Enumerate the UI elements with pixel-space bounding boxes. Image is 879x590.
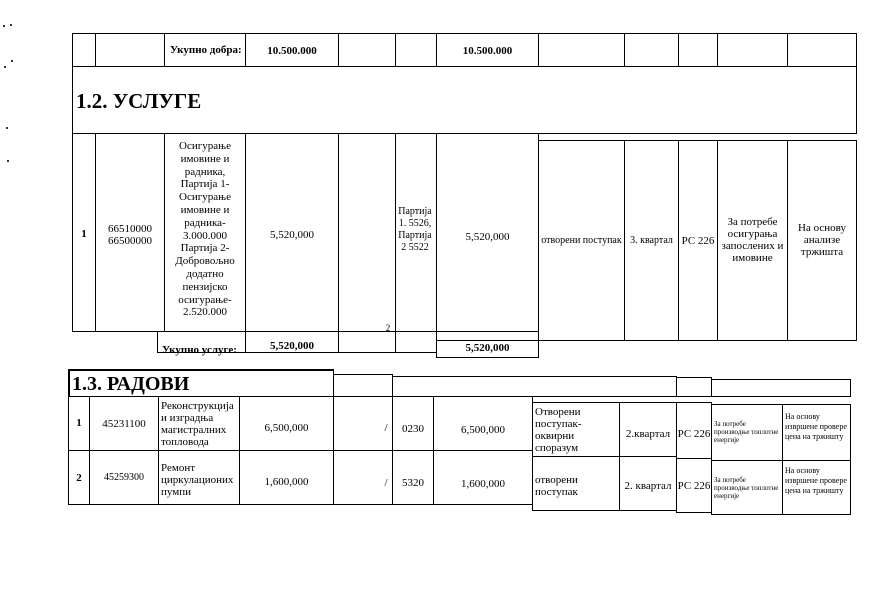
service-description: Осигурање имовине и радника, Партија 1- Осигурање имовине и радника- 3.000.000 Партија 2- Добровољно додатно пензијско осигурање- 2.520.000 bbox=[175, 140, 235, 319]
works-row-1-purpose: За потребе производње топлотне енергије bbox=[714, 420, 779, 444]
scan-speck bbox=[3, 25, 5, 27]
works-row-1-mark: / bbox=[384, 422, 388, 434]
scan-speck bbox=[7, 160, 9, 162]
works-row-1-value: 6,500,000 bbox=[264, 422, 309, 434]
works-row-2-account: 5320 bbox=[402, 477, 424, 489]
works-row-2-rs: РС 226 bbox=[677, 480, 711, 492]
goods-total-label: Укупно добра: bbox=[170, 44, 242, 56]
services-total-value-2: 5,520,000 bbox=[465, 342, 510, 354]
works-row-2-mark: / bbox=[384, 477, 388, 489]
service-procedure: отворени поступак bbox=[541, 235, 622, 246]
scan-speck bbox=[10, 24, 12, 26]
works-row-1-quarter: 2.квартал bbox=[625, 428, 671, 440]
scan-speck bbox=[11, 60, 13, 62]
works-row-2-description: Ремонт циркулационих пумпи bbox=[161, 462, 234, 498]
works-row-1-rs: РС 226 bbox=[677, 428, 711, 440]
works-row-1-procedure: Отворени поступак- оквирни споразум bbox=[535, 406, 582, 454]
scan-speck bbox=[4, 66, 6, 68]
goods-total-value-2: 10.500.000 bbox=[462, 45, 513, 57]
service-rs: РС 226 bbox=[681, 235, 715, 247]
service-cpv-code: 66510000 bbox=[108, 223, 152, 235]
service-purpose: За потребе осигурања запослених и имовине bbox=[721, 216, 784, 264]
works-row-2-quarter: 2. квартал bbox=[624, 480, 672, 492]
works-row-1-value-2: 6,500,000 bbox=[461, 424, 505, 436]
works-row-1-number: 1 bbox=[76, 417, 82, 429]
service-basis: На основу анализе тржишта bbox=[798, 222, 846, 258]
service-row-number: 1 bbox=[81, 228, 87, 240]
works-row-2-procedure: отворени поступак bbox=[535, 474, 578, 498]
scan-speck bbox=[6, 127, 8, 129]
works-row-2-value: 1,600,000 bbox=[264, 476, 309, 488]
goods-total-value: 10.500.000 bbox=[267, 45, 317, 57]
service-value: 5,520,000 bbox=[270, 229, 314, 241]
services-total-value: 5,520,000 bbox=[270, 340, 314, 352]
works-row-2-code: 45259300 bbox=[104, 472, 144, 483]
section-heading-works: 1.3. РАДОВИ bbox=[72, 373, 190, 395]
service-value-2: 5,520,000 bbox=[465, 231, 510, 243]
works-row-1-code: 45231100 bbox=[102, 418, 146, 430]
works-row-2-purpose: За потребе производње топлотне енергије bbox=[714, 476, 779, 500]
service-small-mark: 2 bbox=[385, 323, 391, 333]
works-row-2-number: 2 bbox=[76, 472, 82, 484]
works-row-1-basis: На основу извршене провере цена на тржишту bbox=[785, 412, 847, 441]
section-heading-services: 1.2. УСЛУГЕ bbox=[76, 89, 202, 113]
service-quarter: 3. квартал bbox=[630, 235, 673, 246]
service-cpv-code-2: 66500000 bbox=[108, 235, 152, 247]
works-row-2-value-2: 1,600,000 bbox=[461, 478, 505, 490]
works-row-1-account: 0230 bbox=[402, 423, 424, 435]
works-row-2-basis: На основу извршене провере цена на тржишту bbox=[785, 466, 847, 495]
service-account: Партија 1. 5526, Партија 2 5522 bbox=[398, 206, 432, 253]
services-total-label: Укупно услуге: bbox=[162, 344, 237, 356]
works-row-1-description: Реконструкција и изградња магистралних топловода bbox=[161, 400, 234, 448]
